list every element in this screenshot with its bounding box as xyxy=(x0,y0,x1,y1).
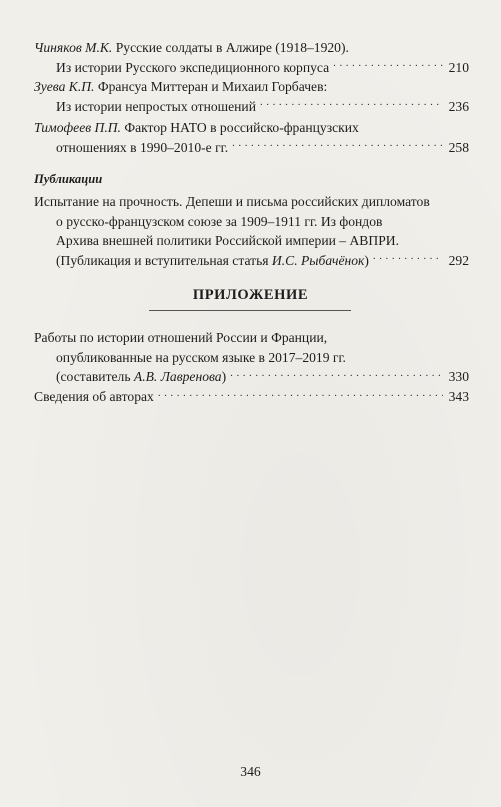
toc-entry-line xyxy=(34,118,469,138)
section-label-publications: Публикации xyxy=(34,172,103,186)
toc-entry-line xyxy=(34,97,469,117)
toc-entry-line xyxy=(34,348,469,368)
entry-author: Чиняков М.К. xyxy=(34,40,113,55)
dot-leader xyxy=(158,387,443,401)
entry-note-close: ) xyxy=(364,252,369,268)
toc-entry-line xyxy=(34,367,469,387)
entry-note: (составитель xyxy=(56,369,134,384)
entry-author: Зуева К.П. xyxy=(34,79,95,94)
dot-leader xyxy=(333,58,443,72)
entry-author: Тимофеев П.П. xyxy=(34,120,121,135)
entry-page-number: 292 xyxy=(448,252,469,268)
entry-title-continued: о русско-французском союзе за 1909–1911 гг. Из фондов xyxy=(56,213,383,229)
entry-page-number: 236 xyxy=(448,98,469,114)
entry-title-continued: Из истории непростых отношений xyxy=(56,98,256,114)
entry-page-number: 343 xyxy=(448,389,469,404)
entry-title: Работы по истории отношений России и Франции, xyxy=(34,330,328,345)
toc-entry-works xyxy=(34,328,469,387)
toc-entry-line xyxy=(34,58,469,78)
dot-leader xyxy=(260,97,443,111)
heading-underline xyxy=(149,310,351,311)
appendix-heading: ПРИЛОЖЕНИЕ xyxy=(192,287,309,303)
dot-leader xyxy=(373,251,443,265)
entry-title: Франсуа Миттеран и Михаил Горбачев: xyxy=(97,79,328,94)
toc-entry-line xyxy=(34,231,469,251)
entry-note: (Публикация и вступительная статья xyxy=(56,252,272,268)
toc-entry-line xyxy=(34,212,469,232)
entry-title-continued: Из истории Русского экспедиционного корпуса xyxy=(56,59,330,75)
dot-leader xyxy=(232,138,443,152)
entry-page-number: 258 xyxy=(448,139,469,155)
entry-title: Фактор НАТО в российско-французских xyxy=(124,120,359,135)
page-number: 346 xyxy=(240,764,261,779)
toc-entry xyxy=(34,38,469,77)
dot-leader xyxy=(230,367,443,381)
entry-page-number: 210 xyxy=(448,59,469,75)
toc-entry xyxy=(34,118,469,157)
entry-note-close: ) xyxy=(221,369,227,384)
entry-title: Испытание на прочность. Депеши и письма российских дипломатов xyxy=(34,194,430,209)
toc-entry-line xyxy=(34,387,469,407)
toc-entry-publication xyxy=(34,192,469,270)
toc-entry-line xyxy=(34,77,469,97)
entry-title-continued: Архива внешней политики Российской империи – АВПРИ. xyxy=(56,233,399,248)
toc-entry-line xyxy=(34,328,469,348)
toc-entry-line xyxy=(34,192,469,212)
entry-title: Сведения об авторах xyxy=(34,389,154,404)
entry-title: Русские солдаты в Алжире (1918–1920). xyxy=(115,40,349,55)
entry-title-continued: опубликованные на русском языке в 2017–2019 гг. xyxy=(56,349,346,365)
entry-title-continued: отношениях в 1990–2010-е гг. xyxy=(56,139,229,155)
entry-editor: А.В. Лавренова xyxy=(133,369,222,384)
toc-entry xyxy=(34,77,469,116)
toc-entry-line xyxy=(34,38,469,58)
toc-entry-line xyxy=(34,138,469,158)
toc-entry-authors xyxy=(34,387,469,407)
toc-entry-line xyxy=(34,251,469,271)
entry-page-number: 330 xyxy=(448,369,469,384)
entry-editor: И.С. Рыбачёнок xyxy=(271,252,365,268)
